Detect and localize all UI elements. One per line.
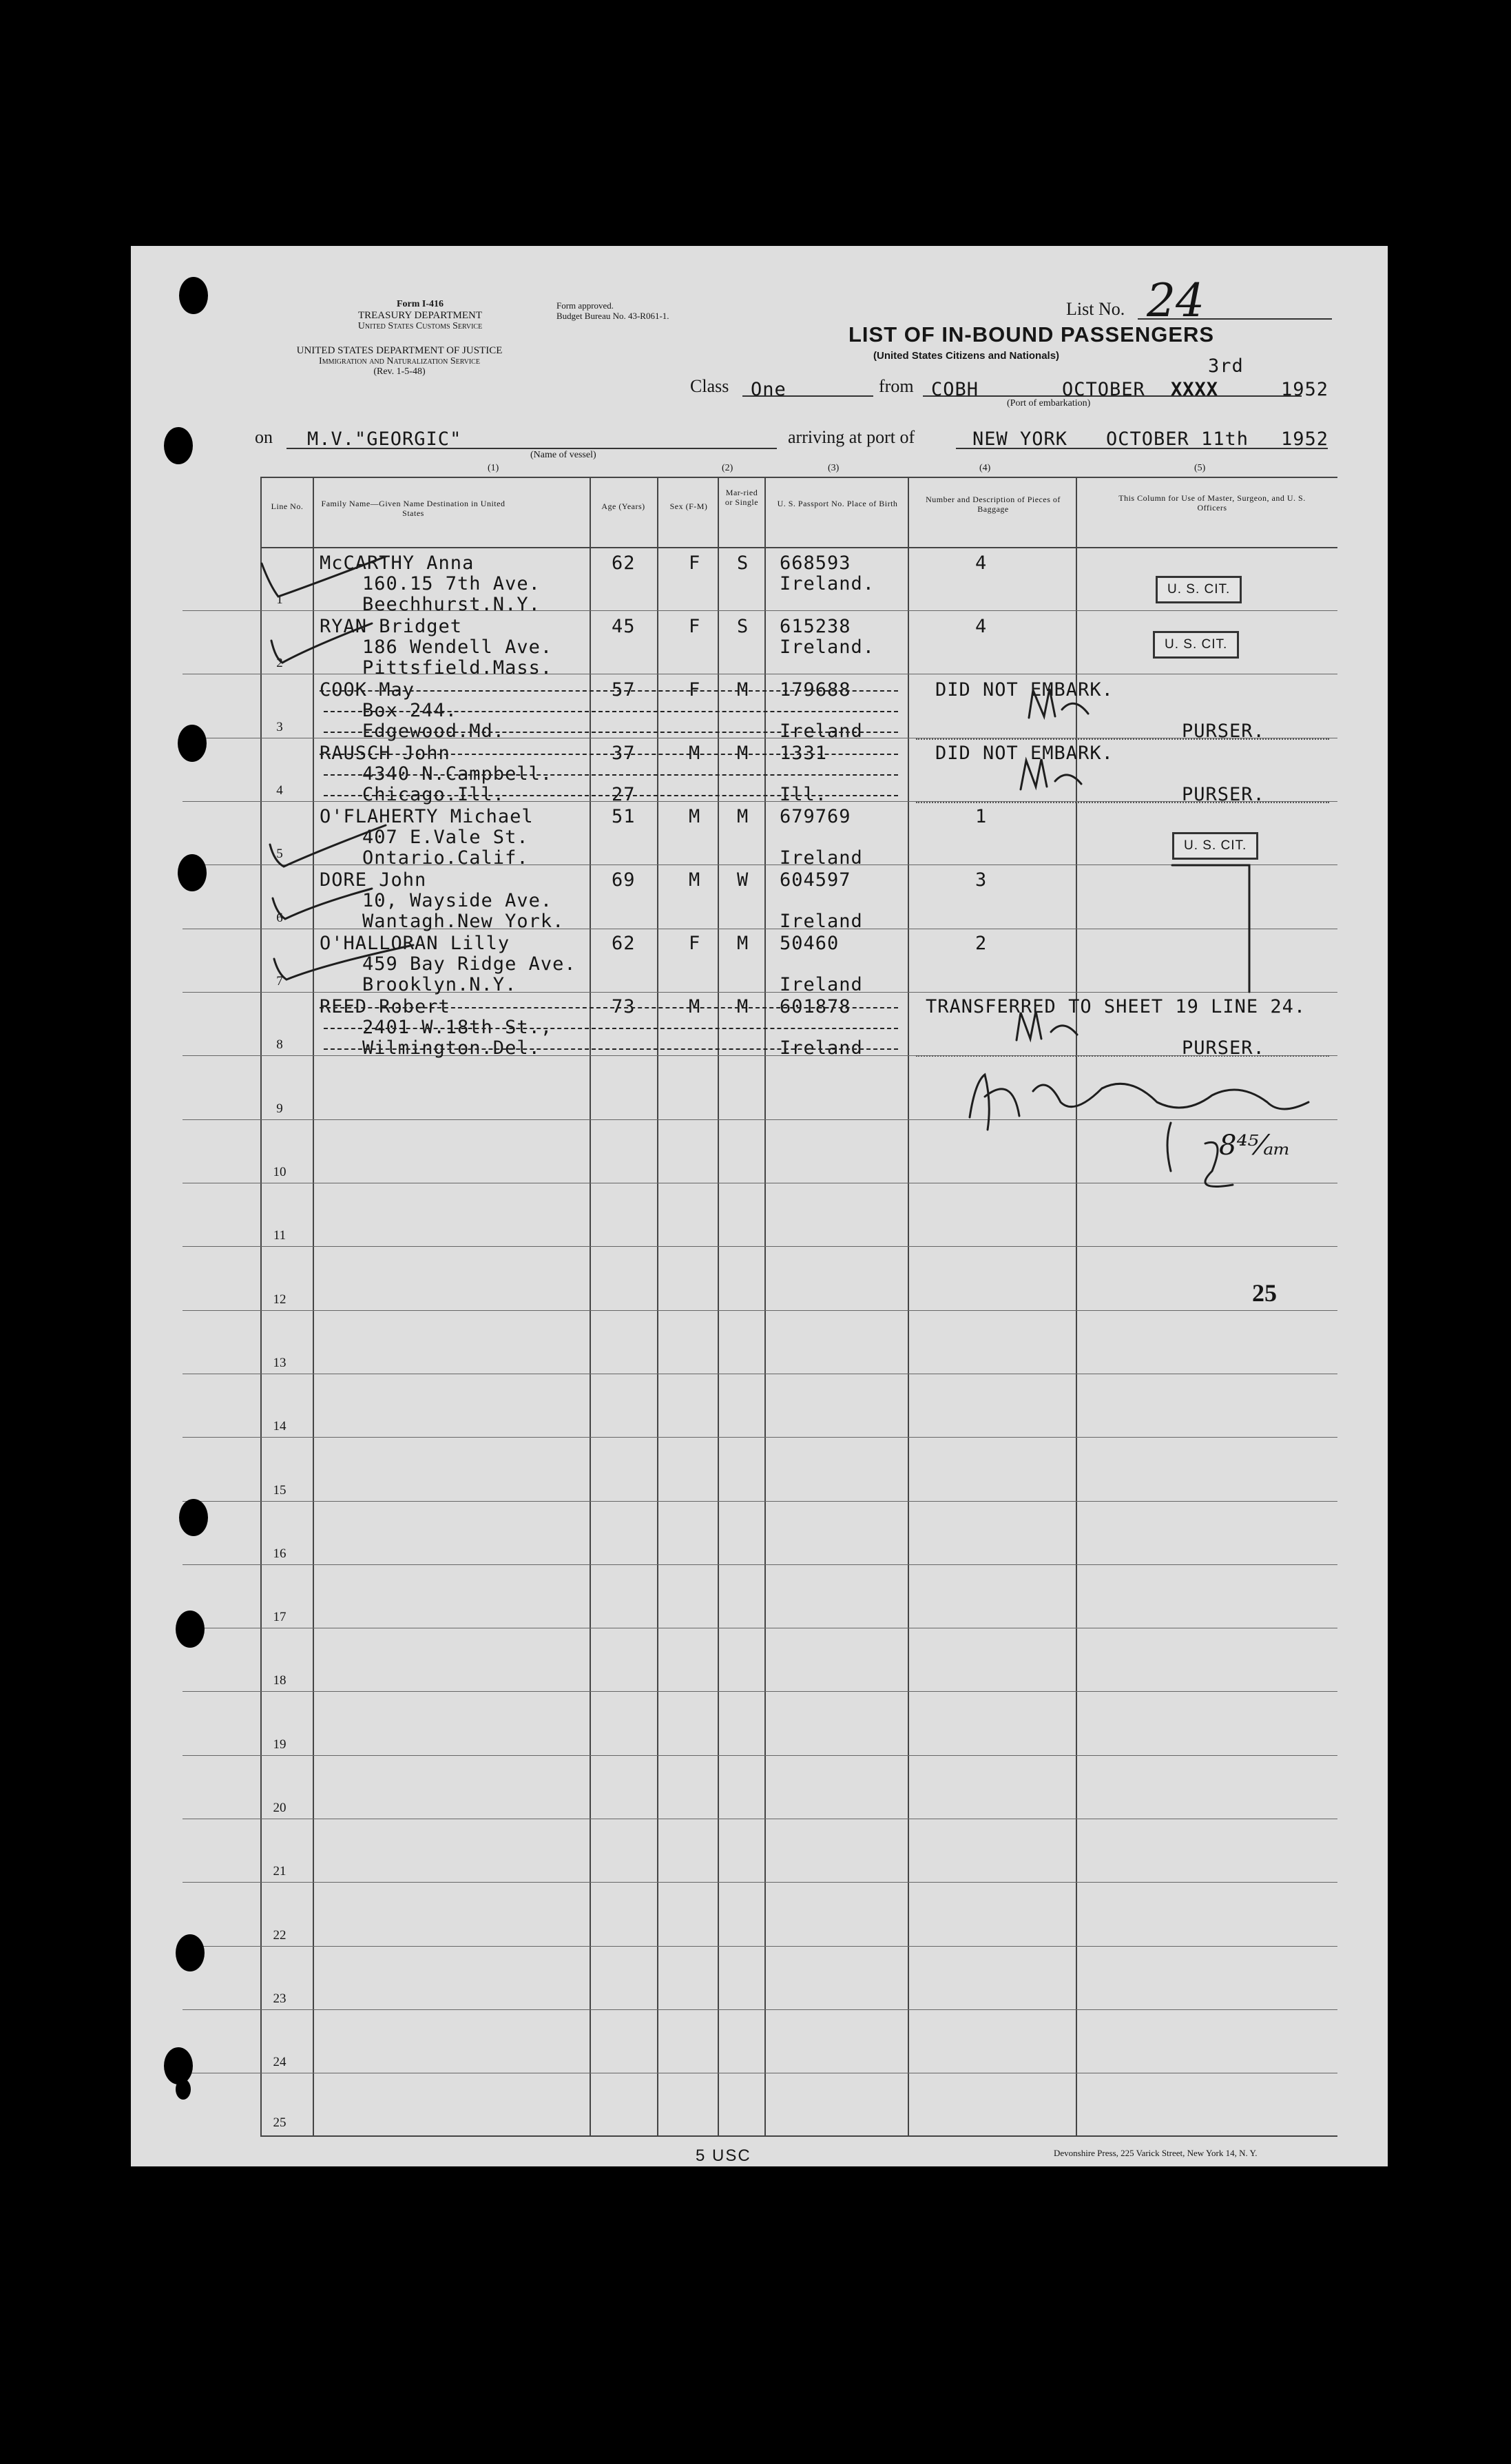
from-label: from bbox=[879, 376, 914, 396]
line-number: 18 bbox=[273, 1673, 286, 1688]
embark-note: DID NOT EMBARK. bbox=[935, 743, 1114, 764]
row-rule bbox=[183, 2009, 1337, 2010]
justice-block bbox=[255, 346, 544, 377]
passenger-name: RYAN Bridget bbox=[320, 616, 463, 637]
passenger-age: 57 bbox=[612, 679, 636, 701]
table-bottom-border bbox=[260, 2135, 1337, 2137]
us-citizen-stamp: U. S. CIT. bbox=[1172, 832, 1258, 860]
col-num-4: (4) bbox=[979, 463, 991, 473]
col-divider-married bbox=[764, 477, 766, 2137]
row-rule bbox=[183, 992, 1337, 993]
punch-hole bbox=[178, 854, 207, 891]
budget-bureau: Budget Bureau No. 43-R061-1. bbox=[556, 311, 669, 321]
passenger-marital: M bbox=[737, 743, 749, 764]
col-divider-baggage bbox=[1076, 477, 1077, 2137]
punch-hole bbox=[176, 1611, 205, 1648]
row-rule bbox=[183, 1310, 1337, 1311]
embark-caption: (Port of embarkation) bbox=[1007, 398, 1091, 408]
line-number: 4 bbox=[276, 783, 283, 798]
birthplace: Ireland bbox=[780, 847, 863, 869]
line-number: 21 bbox=[273, 1864, 286, 1878]
baggage-count: 2 bbox=[975, 933, 988, 954]
passenger-name: REED Robert bbox=[320, 996, 450, 1017]
passenger-name: O'FLAHERTY Michael bbox=[320, 806, 534, 827]
passenger-address: 4340 N.Campbell. bbox=[362, 763, 553, 785]
passport-no: 668593 bbox=[780, 552, 851, 574]
purser-dotted-line bbox=[916, 738, 1329, 740]
passport-no: 679769 bbox=[780, 806, 851, 827]
passenger-city: Wantagh.New York. bbox=[362, 911, 565, 932]
line-number: 13 bbox=[273, 1356, 286, 1370]
purser-dotted-line bbox=[916, 1055, 1329, 1057]
passenger-address: 2401 W.18th St., bbox=[362, 1017, 553, 1038]
embark-day: 3rd bbox=[1208, 355, 1244, 377]
passenger-city: Beechhurst.N.Y. bbox=[362, 594, 541, 615]
passport-no: 50460 bbox=[780, 933, 840, 954]
passport-no: 179688 bbox=[780, 679, 851, 701]
passenger-address: 186 Wendell Ave. bbox=[362, 636, 553, 658]
strike-line bbox=[324, 1048, 898, 1050]
passenger-city: Brooklyn.N.Y. bbox=[362, 974, 517, 995]
birthplace: Ireland bbox=[780, 721, 863, 742]
passenger-age: 69 bbox=[612, 869, 636, 891]
passenger-marital: M bbox=[737, 996, 749, 1017]
us-citizen-stamp: U. S. CIT. bbox=[1153, 631, 1239, 659]
passenger-name: COOK May bbox=[320, 679, 415, 701]
strike-line bbox=[324, 795, 898, 796]
transfer-note: TRANSFERRED TO SHEET 19 LINE 24. bbox=[926, 996, 1306, 1017]
passenger-marital: M bbox=[737, 679, 749, 701]
col-divider-age bbox=[657, 477, 658, 2137]
line-number: 9 bbox=[276, 1101, 283, 1116]
line-number: 7 bbox=[276, 974, 283, 988]
passenger-age: 62 bbox=[612, 552, 636, 574]
passenger-name: O'HALLORAN Lilly bbox=[320, 933, 510, 954]
embark-month: OCTOBER bbox=[1062, 379, 1145, 400]
passenger-age: 51 bbox=[612, 806, 636, 827]
birthplace: Ill. bbox=[780, 784, 828, 805]
passenger-name: RAUSCH John bbox=[320, 743, 450, 764]
punch-hole bbox=[164, 427, 193, 464]
row-rule bbox=[183, 1437, 1337, 1438]
header-married: Mar-ried or Single bbox=[725, 488, 759, 507]
passenger-age: 45 bbox=[612, 616, 636, 637]
arrival-date: OCTOBER 11th bbox=[1106, 428, 1249, 450]
passenger-sex: F bbox=[689, 552, 701, 574]
col-num-2: (2) bbox=[722, 463, 733, 473]
row-rule bbox=[183, 1501, 1337, 1502]
header-sex: Sex (F-M) bbox=[669, 501, 708, 511]
line-number: 15 bbox=[273, 1483, 286, 1498]
passenger-age: 37 bbox=[612, 743, 636, 764]
ins: Immigration and Naturalization Service bbox=[319, 356, 480, 366]
purser-label: PURSER. bbox=[1182, 1037, 1265, 1059]
birthplace: Ireland bbox=[780, 974, 863, 995]
punch-hole bbox=[176, 1934, 205, 1971]
passenger-marital: M bbox=[737, 933, 749, 954]
passenger-sex: M bbox=[689, 869, 701, 891]
passenger-address: 160.15 7th Ave. bbox=[362, 573, 541, 594]
line-number: 5 bbox=[276, 847, 283, 861]
printer-imprint: Devonshire Press, 225 Varick Street, New York 14, N. Y. bbox=[1054, 2148, 1258, 2158]
line-number: 19 bbox=[273, 1737, 286, 1752]
sheet-page-number: 25 bbox=[1252, 1279, 1277, 1307]
birthplace: Ireland. bbox=[780, 636, 875, 658]
header-name: Family Name—Given Name Destination in United States bbox=[321, 499, 506, 518]
passenger-age: 73 bbox=[612, 996, 636, 1017]
col-divider-sex bbox=[718, 477, 719, 2137]
row-rule bbox=[183, 1946, 1337, 1947]
strike-line bbox=[324, 774, 898, 776]
birthplace: Ireland. bbox=[780, 573, 875, 594]
handwritten-time: 8⁴⁵⁄ₐₘ bbox=[1219, 1130, 1291, 1161]
row-rule bbox=[183, 1564, 1337, 1565]
col-num-1: (1) bbox=[488, 463, 499, 473]
embark-struck: XXXX bbox=[1171, 379, 1219, 400]
passenger-sex: M bbox=[689, 996, 701, 1017]
line-number: 16 bbox=[273, 1546, 286, 1561]
strike-line bbox=[324, 732, 898, 733]
passport-no: 604597 bbox=[780, 869, 851, 891]
passenger-marital: W bbox=[737, 869, 749, 891]
line-number: 23 bbox=[273, 1991, 286, 2006]
punch-hole bbox=[179, 1499, 208, 1536]
arriving-label: arriving at port of bbox=[788, 427, 915, 447]
passport-no: 601878 bbox=[780, 996, 851, 1017]
passenger-address: 407 E.Vale St. bbox=[362, 827, 529, 848]
passport-no: 1331 bbox=[780, 743, 828, 764]
passenger-sex: M bbox=[689, 806, 701, 827]
strike-line bbox=[324, 1028, 898, 1029]
baggage-count: 4 bbox=[975, 552, 988, 574]
arrival-port: NEW YORK bbox=[972, 428, 1068, 450]
list-no-label: List No. bbox=[1066, 299, 1125, 319]
col-num-3: (3) bbox=[828, 463, 840, 473]
header-line-no: Line No. bbox=[271, 501, 304, 511]
header-passport: U. S. Passport No. Place of Birth bbox=[777, 499, 898, 508]
class-value: One bbox=[751, 379, 786, 400]
row-rule bbox=[183, 1882, 1337, 1883]
header-officers: This Column for Use of Master, Surgeon, and U. S. Officers bbox=[1118, 493, 1306, 513]
line-number: 1 bbox=[276, 592, 283, 607]
punch-hole bbox=[176, 2079, 191, 2100]
justice-dept: UNITED STATES DEPARTMENT OF JUSTICE bbox=[296, 345, 503, 356]
embark-year: 1952 bbox=[1281, 379, 1329, 400]
birthplace: Ireland bbox=[780, 911, 863, 932]
line-number: 6 bbox=[276, 911, 283, 925]
passenger-sex: M bbox=[689, 743, 701, 764]
vessel-caption: (Name of vessel) bbox=[530, 450, 596, 460]
class-label: Class bbox=[690, 376, 729, 396]
punch-hole bbox=[179, 277, 208, 314]
row-rule bbox=[183, 1119, 1337, 1120]
passport-no: 615238 bbox=[780, 616, 851, 637]
on-label: on bbox=[255, 427, 273, 447]
form-approval bbox=[556, 300, 669, 321]
birthplace: Ireland bbox=[780, 1037, 863, 1059]
customs-service: United States Customs Service bbox=[357, 321, 483, 331]
line-number: 17 bbox=[273, 1610, 286, 1624]
row-rule bbox=[183, 1246, 1337, 1247]
line-number: 3 bbox=[276, 720, 283, 734]
col-divider-passport bbox=[908, 477, 909, 2137]
row-rule bbox=[183, 610, 1337, 611]
line-number: 20 bbox=[273, 1801, 286, 1815]
strike-line bbox=[320, 754, 898, 755]
strike-line bbox=[320, 1007, 898, 1008]
passenger-address: 10, Wayside Ave. bbox=[362, 890, 553, 911]
strike-line bbox=[320, 690, 898, 692]
passenger-city: Chicago.Ill. bbox=[362, 784, 506, 805]
purser-label: PURSER. bbox=[1182, 784, 1265, 805]
row-rule bbox=[183, 1691, 1337, 1692]
passenger-marital: M bbox=[737, 806, 749, 827]
passenger-city: Wilmington.Del. bbox=[362, 1037, 541, 1059]
list-no-handwritten: 24 bbox=[1147, 274, 1205, 327]
punch-hole bbox=[178, 725, 207, 762]
baggage-count: 3 bbox=[975, 869, 988, 891]
revision: (Rev. 1-5-48) bbox=[373, 366, 426, 377]
row-rule bbox=[183, 1755, 1337, 1756]
line-number: 2 bbox=[276, 656, 283, 670]
list-title: LIST OF IN-BOUND PASSENGERS bbox=[848, 322, 1215, 346]
manifest-sheet bbox=[131, 246, 1388, 2166]
punch-hole bbox=[164, 2047, 193, 2084]
line-number: 11 bbox=[273, 1228, 286, 1243]
footer-stamp: 5 USC bbox=[696, 2146, 751, 2165]
form-header-left bbox=[303, 299, 537, 332]
baggage-count: 1 bbox=[975, 806, 988, 827]
us-citizen-stamp: U. S. CIT. bbox=[1156, 576, 1242, 603]
header-baggage: Number and Description of Pieces of Baggage bbox=[926, 495, 1061, 514]
form-number: Form I-416 bbox=[396, 299, 444, 309]
strike-line bbox=[324, 711, 898, 712]
form-approved: Form approved. bbox=[556, 300, 614, 311]
passenger-city: Pittsfield.Mass. bbox=[362, 657, 553, 679]
passenger-sex: F bbox=[689, 933, 701, 954]
line-number: 25 bbox=[273, 2115, 286, 2130]
purser-dotted-line bbox=[916, 802, 1329, 803]
list-subtitle: (United States Citizens and Nationals) bbox=[873, 350, 1060, 362]
header-bottom-border bbox=[260, 547, 1337, 548]
passenger-city: Edgewood.Md. bbox=[362, 721, 506, 742]
passenger-name: McCARTHY Anna bbox=[320, 552, 475, 574]
passenger-marital: S bbox=[737, 616, 749, 637]
baggage-count: 4 bbox=[975, 616, 988, 637]
col-divider-line bbox=[313, 477, 314, 2137]
table-top-border bbox=[260, 477, 1337, 478]
treasury-dept: TREASURY DEPARTMENT bbox=[357, 310, 483, 321]
line-number: 10 bbox=[273, 1165, 286, 1179]
col-num-5: (5) bbox=[1194, 463, 1206, 473]
from-port: COBH bbox=[931, 379, 979, 400]
passenger-marital: S bbox=[737, 552, 749, 574]
passenger-address: 459 Bay Ridge Ave. bbox=[362, 953, 576, 975]
line-number: 12 bbox=[273, 1292, 286, 1307]
col-divider-name bbox=[590, 477, 591, 2137]
purser-label: PURSER. bbox=[1182, 721, 1265, 742]
line-number: 8 bbox=[276, 1037, 283, 1052]
passenger-sex: F bbox=[689, 616, 701, 637]
passenger-sex: F bbox=[689, 679, 701, 701]
passenger-name: DORE John bbox=[320, 869, 427, 891]
line-number: 14 bbox=[273, 1419, 286, 1433]
table-left-border bbox=[260, 477, 262, 2137]
vessel-name: M.V."GEORGIC" bbox=[307, 428, 462, 450]
passenger-city: Ontario.Calif. bbox=[362, 847, 529, 869]
passenger-age: 62 bbox=[612, 933, 636, 954]
passenger-address: Box 244. bbox=[362, 700, 458, 721]
arrival-year: 1952 bbox=[1281, 428, 1329, 450]
line-number: 24 bbox=[273, 2055, 286, 2069]
header-age: Age (Years) bbox=[601, 501, 645, 511]
line-number: 22 bbox=[273, 1928, 286, 1943]
passenger-age-second: 27 bbox=[612, 784, 636, 805]
embark-note: DID NOT EMBARK. bbox=[935, 679, 1114, 701]
